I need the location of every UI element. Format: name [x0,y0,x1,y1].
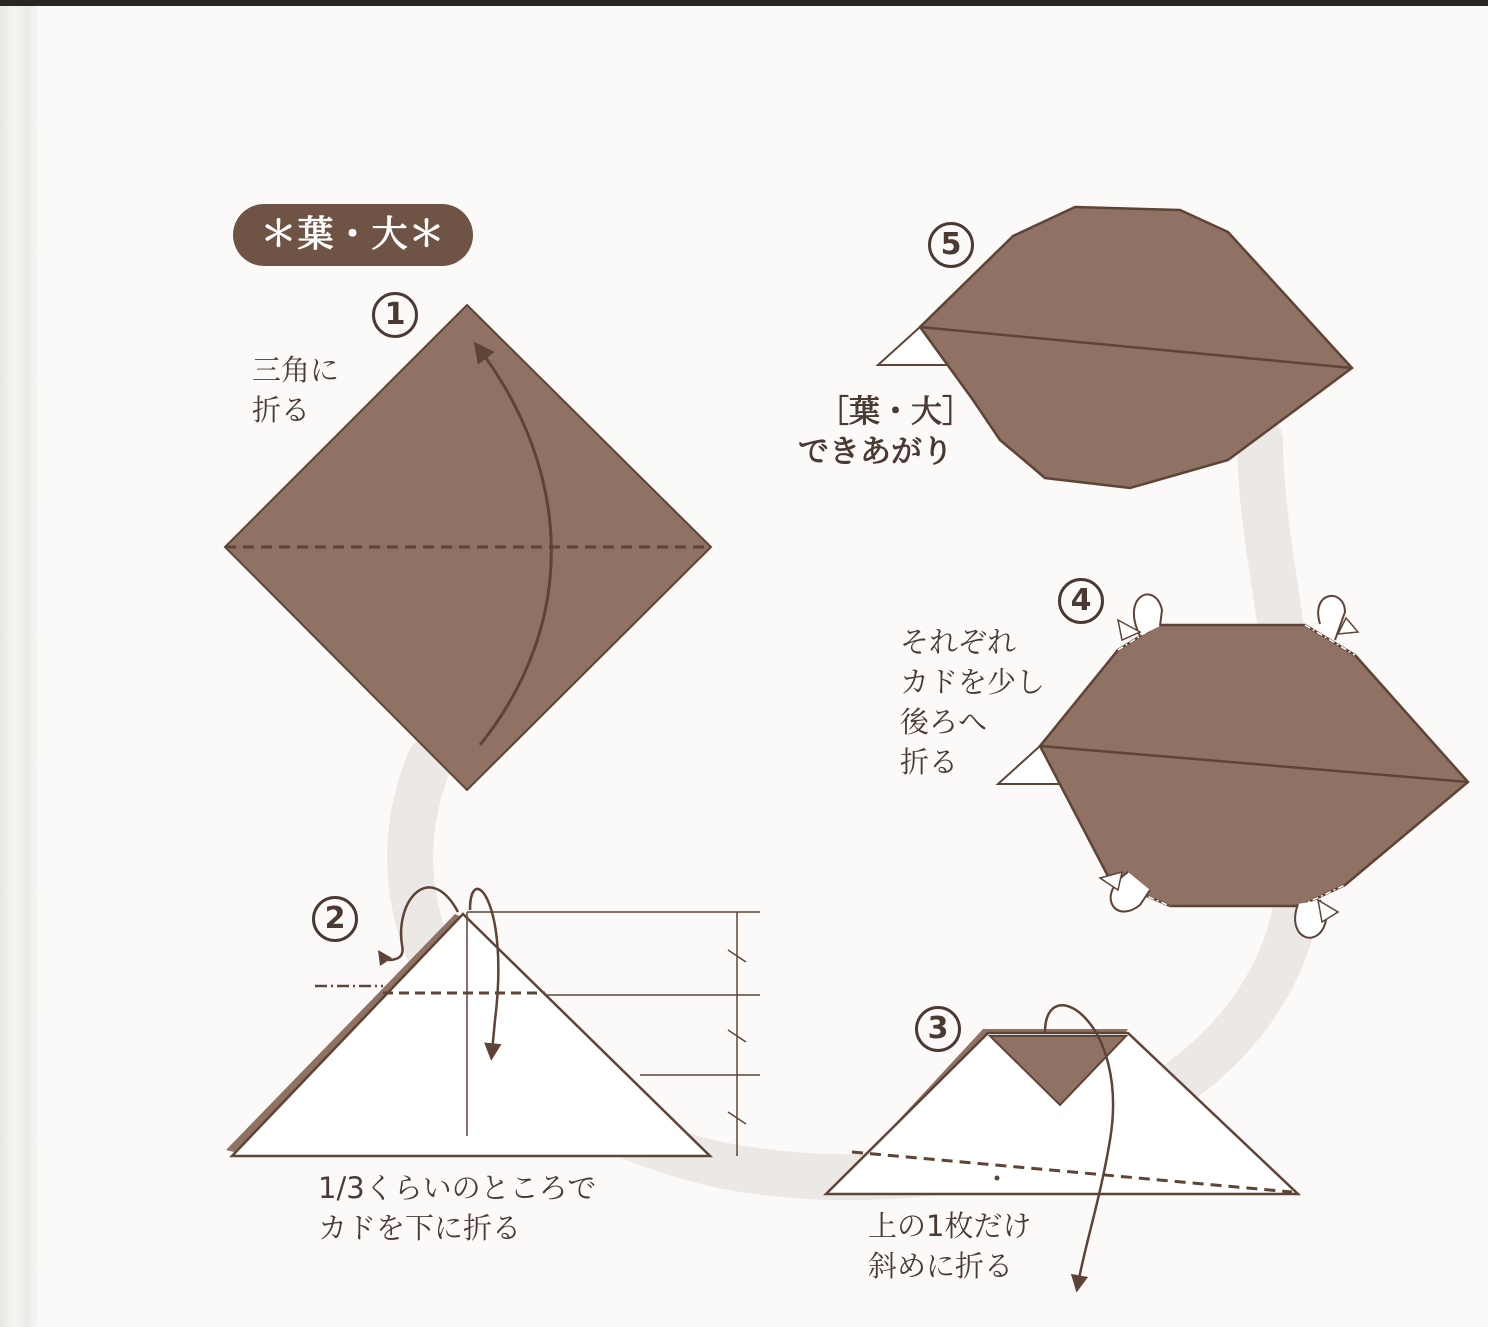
step-2-instruction: 1/3くらいのところで カドを下に折る [318,1171,597,1245]
step-1-number: 1 [372,292,418,338]
step-5-done-label: できあがり [798,434,953,470]
page-title: ＊葉・大＊ [233,204,473,266]
step-4-number: 4 [1058,578,1104,624]
step-4-instruction: それぞれ カドを少し 後ろへ 折る [900,625,1046,779]
step-5-number: 5 [928,222,974,268]
step4-leaf-diagram [998,594,1468,937]
step-5-label: ［葉・大］ [818,394,973,430]
step-3-instruction: 上の1枚だけ 斜めに折る [868,1209,1032,1283]
step-3-number: 3 [915,1006,961,1052]
step2-triangle-diagram [226,887,760,1156]
triangle-paper [232,914,710,1156]
step-1-instruction: 三角に 折る [252,353,340,427]
leaf-paper [1040,625,1468,906]
step-2-number: 2 [312,896,358,942]
